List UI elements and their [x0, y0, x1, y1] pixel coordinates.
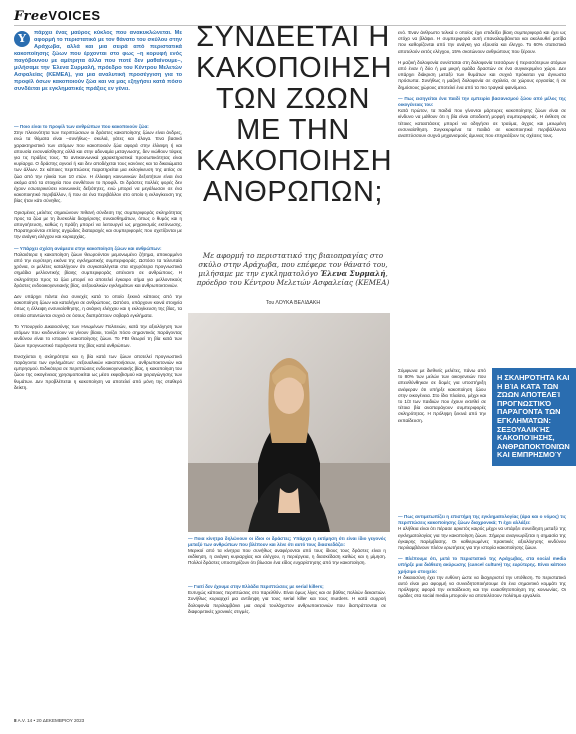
- paragraph: [398, 30, 566, 55]
- section-label-voices: VOICES: [48, 8, 101, 23]
- lede-text: πάρχει ένας μαύρος κύκλος που ανακυκλώνεται. Με αφορμή το περιστατικό με τον θάνατο του σκύλου στην Αράχωβα, αλλά και μια σειρά από περιστατικά κακοποίησης ζώων που έρχονται στο φως –η κορυφή ενός παγόβουνου με αμέτρητα άλλα που ποτέ δεν μαθαίνουμε–, μιλήσαμε την Έλενα Συρμαλή, πρόεδρο του Κέντρου Μελετών Ασφαλείας (ΚΕΜΕΑ), για μια αναλυτική προσέγγιση για το προφίλ όσων κακοποιούν ζώα και να μας εξηγήσει κατά πόσο συνδέεται με εγκληματικές πράξεις εν γένει.: [14, 30, 182, 92]
- answer: Σύμφωνα με διεθνείς μελέτες, πάνω από το 80% των μελών των οικογενειών που απευθύνθηκαν σε δομές για υποστήριξη ανέφεραν ότι υπήρξε κακοποίηση ζώου στην οικογένεια. Στο ίδιο πλαίσιο, μέχρι και το 1/3 των παιδιών που έχουν εκτεθεί σε τέτοια βία αναπαράγουν συμπεριφορές σκληρότητας. Η πρόληψη ξεκινά από την εκπαίδευση.: [398, 368, 486, 423]
- drop-cap: Υ: [14, 31, 30, 47]
- paragraph: [398, 556, 566, 599]
- answer: Δεν υπάρχει πάντα ένα συνεχές κατά το οποίο ξεκινά κάποιος από την κακοποίηση ζώων και καταλήγει σε ανθρώπους. Ωστόσο, υπάρχουν κοινά στοιχεία όπως η έλλειψη ενσυναίσθησης, η ανάγκη ελέγχου και η εκλογίκευση της βίας, τα οποία απαντώνται συχνά σε όσους διαπράττουν σοβαρά εγκλήματα.: [14, 294, 182, 318]
- paragraph: [14, 324, 182, 349]
- answer: Παλαιότερα η κακοποίηση ζώων θεωρούνταν μεμονωμένο ζήτημα, αποκομμένο από την ευρύτερη εικόνα της εγκληματικής συμπεριφοράς. Ωστόσο τα τελευταία χρόνια, οι μελέτες καταλήγουν ότι συγκαταλέγεται στα ισχυρότερα προγνωστικά σημάδια μελλοντικής βίαιης συμπεριφοράς απέναντι σε ανθρώπους. Η σκληρότητα προς τα ζώα μπορεί να αποτελεί έγκαιρο σήμα για μελλοντικούς δράστες ενδοοικογενειακής βίας, σεξουαλικών εγκλημάτων και ανθρωποκτονιών.: [14, 251, 182, 288]
- answer: Μερικοί από τα κίνητρα που συνήθως αναφέρονται από τους ίδιους τους δράστες είναι η εκδίκηση, η ανάγκη κυριαρχίας και ελέγχου, η περιέργεια, η διασκέδαση καθώς και η μίμηση. Πολλοί δράστες υποστηρίζουν ότι βίωσαν ένα είδος ευχαρίστησης από την κακοποίηση.: [188, 548, 386, 565]
- paragraph: [14, 124, 182, 205]
- question: — Βλέπουμε ότι, μετά το περιστατικό της Αράχωβας, στα social media υπήρξε μια διάθεση ακύρωσης (cancel culture) της ευρύτερης. Είναι κάποιο χρήσιμο στοιχείο:: [398, 556, 566, 574]
- paragraph: [398, 368, 486, 424]
- question: — Υπάρχει σχέση ανάμεσα στην κακοποίηση ζώων και ανθρώπων:: [14, 245, 162, 251]
- question: — Γιατί δεν έχουμε στην Ελλάδα περιπτώσεις με serial killers;: [188, 584, 324, 589]
- issue-info: Α.V. 14 • 20 ΔΕΚΕΜΒΡΙΟΥ 2023: [17, 718, 85, 723]
- answer: Ενισχύεται η σκληρότητα και η βία κατά των ζώων αποτελεί προγνωστικό παράγοντα των εγκλημάτων: σεξουαλικών κακοποιήσεων, ανθρωποκτονιών και εμπρησμού. Ειδικότερα σε περιπτώσεις ενδοοικογενειακής βίας, η κακοποίηση του ζώου της οικογένειας χρησιμοποιείται ως μέσο εκφοβισμού και χειραγώγησης των θυμάτων. Δεν προβλέπεται η κακοποίηση να αποτελεί από μόνη της σταθερό δείκτη.: [14, 353, 182, 390]
- answer: Ορισμένες μελέτες σημειώνουν πιθανή σύνδεση της συμπεριφοράς σκληρότητας προς τα ζώα με τη δυσκολία διαχείρισης συναισθημάτων, όπως ο θυμός και η απογοήτευση, καθώς η πράξη μπορεί να λειτουργεί ως μηχανισμός εκτόνωσης. Παρατηρούνται επίσης αγχώδεις διαταραχές και συμπεριφορές που σχετίζονται με την ανάγκη ελέγχου και κυριαρχίας.: [14, 209, 182, 240]
- subhead-pre: Με αφορμή το περιστατικό της βιαιοπραγίας στο σκύλο στην Αράχωβα, που επέφερε τον θάνατό του, μιλήσαμε με την εγκληματολόγο: [198, 251, 388, 278]
- subhead: [196, 251, 390, 287]
- paragraph: [398, 60, 566, 91]
- question: — Ποιο είναι το προφίλ των ανθρώπων που κακοποιούν ζώα:: [14, 124, 149, 129]
- section-label: [14, 8, 101, 24]
- answer: Κατά πρώτον, τα παιδιά που γίνονται μάρτυρες κακοποίησης ζώων είναι σε κίνδυνο να μάθουν ότι η βία είναι αποδεκτή μορφή συμπεριφοράς. Η έκθεση σε τέτοιες καταστάσεις μπορεί να οδηγήσει σε τραύμα, άγχος και μειωμένη ενσυναίσθηση. Συγκεκριμένα τα παιδιά σε κακοποιητικά περιβάλλοντα αναπτύσσουν συχνά μηχανισμούς άμυνας που επηρεάζουν τις σχέσεις τους.: [398, 108, 566, 139]
- subhead-post: , πρόεδρο του Κέντρου Μελετών Ασφαλείας (ΚΕΜΕΑ): [196, 269, 390, 287]
- answer: ενό. Έναν άνθρωπο τελικά ο οποίος έχει επιδείξει βίαιη συμπεριφορά και έχει ως στόχο να βλάψει. Η συμπεριφορά αυτή επαναλαμβάνεται και ακολουθεί μοτίβα που καθορίζονται από την ανάγκη για εξουσία και έλεγχο. Το 60% στατιστικά αποτελούν εκτός ελέγχου, 15% σκοτώνουν ανθρώπους που ξέρουν.: [398, 30, 566, 54]
- subhead-name: Έλενα Συρμαλή: [320, 269, 386, 278]
- lede: [14, 30, 182, 93]
- paragraph: [14, 246, 182, 289]
- question: — Πως εισηγείται ένα παιδί την εμπειρία βασανισμού ζώου από μέλος της οικογένειας του:: [398, 95, 566, 108]
- answer: Ευτυχώς κάποιες περιπτώσεις στο παρελθόν. Είναι όμως λίγες και σε βάθος πολλών δεκαετιών. Συνήθως κυριαρχεί μια αντίληψη για τους serial killer και τους murders. Η κατά συρροή δολοφονία περιλαμβάνει μια σειρά τουλάχιστον ανθρωποκτονιών που διαπράττονται σε διαφορετικές χρονικές στιγμές.: [188, 590, 386, 614]
- portrait-photo: [188, 313, 390, 532]
- page-footer: [14, 718, 84, 723]
- byline: Του ΛΟΥΚΑ ΒΕΛΙΔΑΚΗ: [265, 300, 321, 306]
- paragraph: [14, 294, 182, 319]
- pull-quote: Η ΣΚΛΗΡΌΤΗΤΑ ΚΑΙ Η ΒΊΑ ΚΑΤΆ ΤΩΝ ΖΏΩΝ ΑΠΟΤΕΛΕΊ ΠΡΟΓΝΩΣΤΙΚΌ ΠΑΡΆΓΟΝΤΑ ΤΩΝ ΕΓΚΛΗΜΆΤΩΝ: ΣΕΞΟΥΑΛΙΚΉΣ ΚΑΚΟΠΟΊΗΣΗΣ, ΑΝΘΡΩΠΟΚΤΟΝΙΏΝ ΚΑΙ ΕΜΠΡΗΣΜΟΎ: [492, 368, 576, 466]
- column-3-beside-pullquote: [398, 368, 486, 508]
- column-2-lower: [188, 584, 386, 714]
- caption-qa: [188, 536, 386, 580]
- column-3-lower: [398, 514, 566, 714]
- page-number: 8: [14, 718, 17, 723]
- answer: Η μαζική δολοφονία συνίσταται στη δολοφονία τεσσάρων ή περισσότερων ατόμων από έναν ή δύο ή μια μικρή ομάδα δραστών σε ένα συγκεκριμένο χώρο. Δεν υπάρχει διάκριση μεταξύ των θυμάτων και συχνά πρόκειται για άγνωστα πρόσωπα. Συνήθως η μαζική δολοφονία σε σχολεία, σε χώρους εργασίας ή σε δημόσιους χώρους αποτελεί ένα από τα πιο τραγικά φαινόμενα.: [398, 59, 566, 90]
- paragraph: [14, 210, 182, 241]
- paragraph: [398, 96, 566, 139]
- column-3-upper: [398, 30, 566, 362]
- paragraph: [188, 584, 386, 615]
- answer: Στην πλειονότητα των περιπτώσεων οι δράστες κακοποίησης ζώων είναι άνδρες, ενώ τα θύματα είναι –συνήθως– σκυλιά, γάτες και άλογα. Ένα βασικό χαρακτηριστικό των ατόμων που κακοποιούν ζώα αφορά στην έλλειψη ή και απουσία ενσυναίσθησης αλλά και στην αδυναμία μεταγνωσης, δεν νιώθουν τύψεις για τις πράξεις τους. Τα αντικοινωνικά χαρακτηριστικά προσωπικότητας είναι κυρίαρχα. Ο δράστης αγνοεί ή και δεν αποδέχεται τους κανόνες και τα δικαιώματα των άλλων. Σε κάποιες περιπτώσεις παρατηρείται μια εκλογίκευση της αιτίας σε ζώα από την ηλικία των 10 ετών. Η έλλειψη κοινωνικών δεξιοτήτων είναι ένα ακόμα από τα στοιχεία που συνθέτουν το προφίλ. Οι δράστες πολλές φορές δεν έχουν εσωτερικεύσει κοινωνικές δεξιότητες, ενώ μπορεί να μεγάλωσαν σε ένα κακοποιητικό περιβάλλον, ή που σε ένα περιβάλλον στο οποίο η εκλογίκευση της βίας ήταν κάτι σύνηθες.: [14, 130, 182, 204]
- answer: Το Υπουργείο Δικαιοσύνης των Ηνωμένων Πολιτειών, κατά την αξιολόγηση των ατόμων που κινδυνεύουν να γίνουν βίαιοι, τονίζει πόσο σημαντικός παράγοντας κινδύνου είναι το ιστορικό κακοποίησης ζώων. Το FBI θεωρεί τη βία κατά των ζώων προγνωστικό παράγοντα της βίας κατά ανθρώπων.: [14, 323, 182, 348]
- column-1: [14, 124, 182, 714]
- question: — Πως αντιμετωπίζει η επιστήμη της εγκληματολογίας (άρα και ο νόμος) τις περιπτώσεις κακοποίησης ζώων διαχρονικά; Τι έχει αλλάξει:: [398, 514, 566, 526]
- answer: Η αλήθεια είναι ότι πέρασε αρκετός καιρός μέχρι να υπάρξει συνείδηση μεταξύ της εγκληματολογίας για την κακοποίηση ζώων. Σήμερα αναγνωρίζεται η σημασία της έγκαιρης παρέμβασης. Οι καθιερωμένες πρακτικές αξιολόγησης κινδύνου περιλαμβάνουν πλέον ερωτήσεις για την ιστορία κακοποίησης ζώων.: [398, 526, 566, 551]
- paragraph: [14, 354, 182, 391]
- answer: Η δικαιοσύνη έχει την ευθύνη ώστε να διαχειριστεί την υπόθεση. Το περιστατικό αυτό είναι μια αφορμή να συνειδητοποιήσουμε ότι ένα σημαντικό κομμάτι της πρόληψης αφορά την εκπαίδευση και την ευαισθητοποίηση της κοινωνίας. Οι ομάδες στα social media μπορούν να αποτελέσουν πολύτιμο εργαλείο.: [398, 574, 566, 599]
- section-label-free: Free: [14, 9, 49, 24]
- portrait-illustration: [188, 313, 390, 532]
- headline: ΣΥΝΔΕΕΤΑΙ Η ΚΑΚΟΠΟΙΗΣΗ ΤΩΝ ΖΩΩΝ ΜΕ ΤΗΝ ΚΑΚΟΠΟΙΗΣΗ ΑΝΘΡΩΠΩΝ;: [196, 21, 393, 208]
- paragraph: [398, 514, 566, 551]
- question: — Ποια κίνητρα δηλώνουν οι ίδιοι οι δράστες; Υπάρχει η εκτίμηση ότι είναι ίδιο γεγονός μεταξύ των ανθρώπων που βλέπουν και λένε ότι αυτό τους διασκεδάζει:: [188, 536, 386, 547]
